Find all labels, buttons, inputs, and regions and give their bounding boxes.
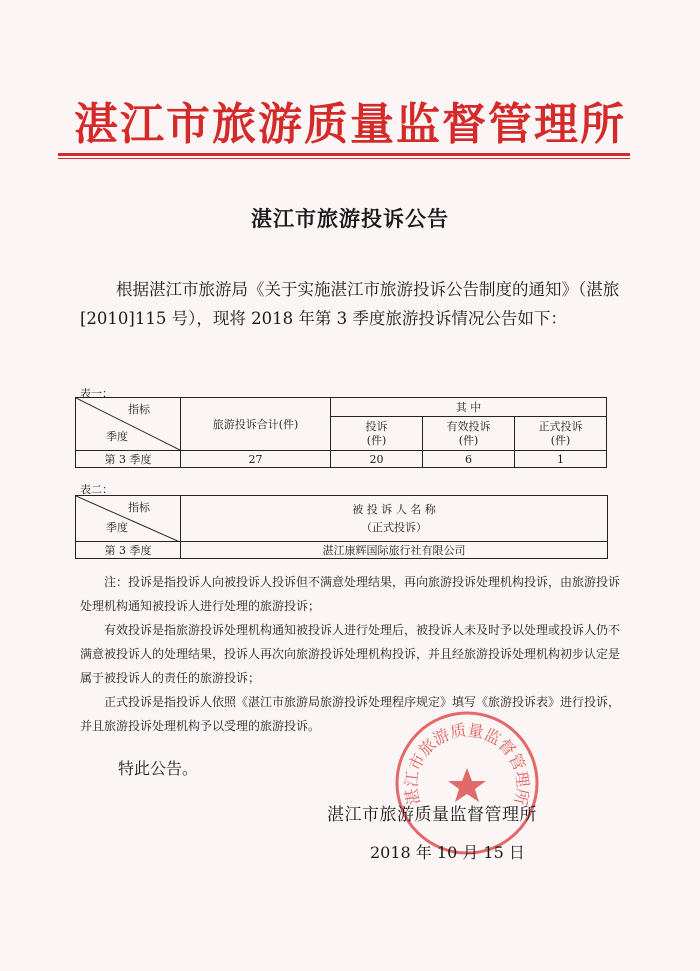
formal-header: 正式投诉 (件) <box>515 417 607 451</box>
total-header: 旅游投诉合计(件) <box>181 398 331 451</box>
respondent-header <box>181 496 608 542</box>
signature-org: 湛江市旅游质量监督管理所 <box>327 805 537 825</box>
corner-top-label: 指标 <box>128 403 150 416</box>
complaints-cell: 20 <box>331 451 423 468</box>
complaints-header: 投诉 (件) <box>331 417 423 451</box>
corner-bottom-label: 季度 <box>106 430 128 443</box>
formal-cell: 1 <box>515 451 607 468</box>
seal-text: 湛江市旅游质量监督管理所 <box>401 720 533 807</box>
note-complaint: 注：投诉是指投诉人向被投诉人投诉但不满意处理结果，再向旅游投诉处理机构投诉，由旅游投诉处理机构通知被投诉人进行处理的旅游投诉； <box>80 575 621 613</box>
corner-bottom-label: 季度 <box>106 521 128 534</box>
quarter-cell: 第 3 季度 <box>76 451 181 468</box>
table-one <box>75 397 607 468</box>
respondent-name-cell: 湛江康辉国际旅行社有限公司 <box>181 542 608 559</box>
signature-date: 2018 年 10 月 15 日 <box>370 843 525 862</box>
quarter-cell: 第 3 季度 <box>76 542 181 559</box>
corner-top-label: 指标 <box>128 501 150 514</box>
table1-corner-cell <box>76 398 181 451</box>
intro-text: 根据湛江市旅游局《关于实施湛江市旅游投诉公告制度的通知》（湛旅[2010]115 号），现将 2018 年第 3 季度旅游投诉情况公告如下： <box>80 280 620 328</box>
org-header: 湛江市旅游质量监督管理所 <box>74 99 626 150</box>
table1-label: 表一： <box>80 387 113 400</box>
intro-paragraph <box>80 275 620 333</box>
group-header: 其 中 <box>331 398 607 417</box>
note-valid-complaint: 有效投诉是指旅游投诉处理机构通知被投诉人进行处理后，被投诉人未及时予以处理或投诉人仍不满意被投诉人的处理结果，投诉人再次向旅游投诉处理机构投诉，并且经旅游投诉处理机构初步认定是属于被投诉人的责任的旅游投诉； <box>80 623 621 685</box>
valid-header: 有效投诉 (件) <box>423 417 515 451</box>
table2-corner-cell <box>76 496 181 542</box>
header-rule-thick <box>58 153 630 156</box>
note-formal-complaint: 正式投诉是指投诉人依照《湛江市旅游局旅游投诉处理程序规定》填写《旅游投诉表》进行投诉，并且旅游投诉处理机构予以受理的旅游投诉。 <box>80 695 621 733</box>
respondent-header-line1: 被 投 诉 人 名 称 <box>352 502 436 516</box>
respondent-header-line2: （正式投诉） <box>361 520 427 534</box>
notice-title: 湛江市旅游投诉公告 <box>251 206 449 231</box>
closing-text: 特此公告。 <box>118 759 199 778</box>
official-seal-icon <box>392 708 542 858</box>
seal-star-icon <box>448 768 486 802</box>
header-rule-thin <box>58 158 630 159</box>
valid-cell: 6 <box>423 451 515 468</box>
table-two <box>75 495 608 559</box>
table2-label: 表二： <box>80 483 113 496</box>
total-cell: 27 <box>181 451 331 468</box>
